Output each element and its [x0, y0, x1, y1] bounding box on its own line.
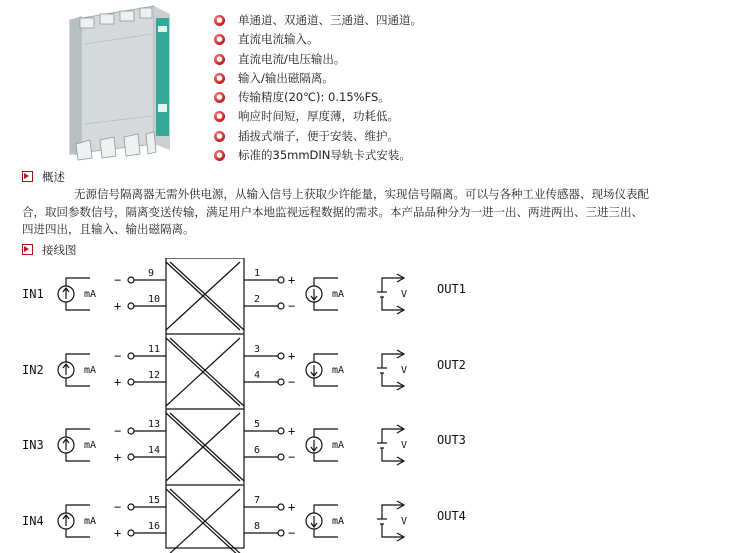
output-minus-sign: −: [288, 299, 296, 313]
feature-item: [214, 88, 422, 107]
output-unit-label: mA: [332, 289, 345, 300]
wire-line: [66, 302, 90, 310]
input-terminal-number: 10: [148, 294, 161, 305]
feature-text: 直流电流/电压输出。: [238, 51, 346, 66]
terminal-dot-icon: [278, 379, 284, 385]
output-terminal-number: 4: [254, 370, 261, 381]
output-plus-sign: +: [288, 500, 296, 514]
terminal-dot-icon: [278, 454, 284, 460]
output-minus-sign: −: [288, 450, 296, 464]
feature-item: [214, 127, 422, 146]
input-minus-sign: −: [114, 349, 122, 363]
output-plus-sign: +: [288, 273, 296, 287]
input-plus-sign: +: [114, 375, 122, 389]
output-minus-sign: −: [288, 375, 296, 389]
feature-text: 标准的35mmDIN导轨卡式安装。: [238, 148, 411, 163]
feature-text: 插拔式端子，便于安装、维护。: [238, 128, 399, 143]
feature-text: 响应时间短，厚度薄，功耗低。: [238, 109, 399, 124]
input-unit-label: mA: [84, 289, 97, 300]
output-channel-label: OUT4: [437, 509, 466, 523]
wiring-diagram: [0, 258, 740, 553]
bullet-icon: ●: [214, 150, 225, 161]
output-voltage-unit: V: [401, 289, 408, 300]
feature-list: [214, 11, 422, 165]
input-unit-label: mA: [84, 365, 97, 376]
input-terminal-number: 14: [148, 445, 161, 456]
input-channel-label: IN3: [22, 438, 44, 452]
wire-line: [314, 453, 338, 461]
wire-line: [66, 354, 90, 362]
input-minus-sign: −: [114, 500, 122, 514]
output-terminal-number: 8: [254, 521, 261, 532]
output-channel-label: OUT2: [437, 358, 466, 372]
wiring-heading: [22, 243, 77, 257]
output-channel-label: OUT1: [437, 282, 466, 296]
input-unit-label: mA: [84, 440, 97, 451]
feature-text: 单通道、双通道、三通道、四通道。: [238, 13, 422, 27]
output-unit-label: mA: [332, 440, 345, 451]
overview-heading: [22, 170, 65, 184]
output-voltage-unit: V: [401, 516, 408, 527]
output-unit-label: mA: [332, 516, 345, 527]
terminal-dot-icon: [128, 530, 134, 536]
wire-line: [66, 378, 90, 386]
feature-item: [214, 30, 422, 49]
output-unit-label: mA: [332, 365, 345, 376]
wire-line: [66, 278, 90, 286]
input-channel-label: IN4: [22, 514, 44, 528]
arrow-marker-icon: [22, 244, 33, 255]
bullet-icon: ●: [214, 15, 225, 26]
bullet-icon: ●: [214, 73, 225, 84]
wire-line: [66, 429, 90, 437]
input-terminal-number: 15: [148, 495, 161, 506]
bullet-icon: ●: [214, 92, 225, 103]
output-terminal-number: 3: [254, 344, 261, 355]
output-terminal-number: 6: [254, 445, 261, 456]
input-terminal-number: 16: [148, 521, 161, 532]
terminal-dot-icon: [278, 428, 284, 434]
terminal-dot-icon: [128, 277, 134, 283]
feature-item: [214, 107, 422, 126]
arrow-marker-icon: [22, 171, 33, 182]
wire-line: [66, 529, 90, 537]
terminal-dot-icon: [278, 530, 284, 536]
terminal-dot-icon: [278, 504, 284, 510]
output-plus-sign: +: [288, 349, 296, 363]
output-terminal-number: 2: [254, 294, 261, 305]
terminal-dot-icon: [128, 504, 134, 510]
input-terminal-number: 11: [148, 344, 161, 355]
wire-line: [314, 429, 338, 437]
output-terminal-number: 1: [254, 268, 261, 279]
terminal-dot-icon: [128, 379, 134, 385]
bullet-icon: ●: [214, 111, 225, 122]
wire-line: [314, 529, 338, 537]
feature-text: 直流电流输入。: [238, 32, 319, 47]
terminal-dot-icon: [128, 454, 134, 460]
product-photo: [62, 4, 180, 162]
input-channel-label: IN1: [22, 287, 44, 301]
input-terminal-number: 12: [148, 370, 161, 381]
terminal-dot-icon: [278, 277, 284, 283]
terminal-dot-icon: [278, 353, 284, 359]
isolator-module-body: [166, 258, 244, 548]
terminal-dot-icon: [278, 303, 284, 309]
feature-item: [214, 146, 422, 165]
wire-line: [314, 354, 338, 362]
feature-text: 传输精度(20℃): 0.15%FS。: [238, 90, 390, 105]
overview-description: 无源信号隔离器无需外供电源，从输入信号上获取少许能量，实现信号隔离。可以与各种工业传感器、现场仪表配合，取回参数信号，隔离变送传输，满足用户本地监视远程数据的需求。本产品品种分为一进一出、两进两出、三进三出、四进四出，且输入、输出磁隔离。: [22, 187, 649, 236]
input-plus-sign: +: [114, 526, 122, 540]
output-minus-sign: −: [288, 526, 296, 540]
wire-line: [314, 505, 338, 513]
output-plus-sign: +: [288, 424, 296, 438]
feature-text: 输入/输出磁隔离。: [238, 70, 334, 85]
input-unit-label: mA: [84, 516, 97, 527]
wire-line: [314, 302, 338, 310]
wire-line: [66, 505, 90, 513]
input-minus-sign: −: [114, 424, 122, 438]
overview-title: 概述: [42, 170, 65, 184]
output-voltage-unit: V: [401, 440, 408, 451]
feature-item: [214, 50, 422, 69]
input-plus-sign: +: [114, 450, 122, 464]
output-channel-label: OUT3: [437, 433, 466, 447]
bullet-icon: ●: [214, 34, 225, 45]
input-terminal-number: 13: [148, 419, 161, 430]
bullet-icon: ●: [214, 54, 225, 65]
output-terminal-number: 7: [254, 495, 261, 506]
wiring-title: 接线图: [42, 243, 77, 257]
bullet-icon: ●: [214, 131, 225, 142]
feature-item: [214, 11, 422, 30]
output-voltage-unit: V: [401, 365, 408, 376]
wire-line: [314, 378, 338, 386]
input-channel-label: IN2: [22, 363, 44, 377]
input-terminal-number: 9: [148, 268, 155, 279]
terminal-dot-icon: [128, 428, 134, 434]
input-plus-sign: +: [114, 299, 122, 313]
wire-line: [314, 278, 338, 286]
wire-line: [66, 453, 90, 461]
terminal-dot-icon: [128, 353, 134, 359]
terminal-dot-icon: [128, 303, 134, 309]
output-terminal-number: 5: [254, 419, 261, 430]
input-minus-sign: −: [114, 273, 122, 287]
feature-item: [214, 69, 422, 88]
